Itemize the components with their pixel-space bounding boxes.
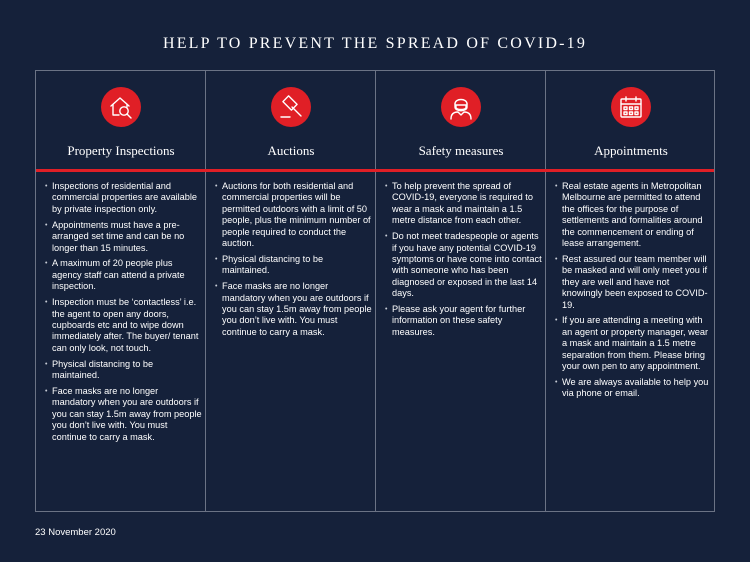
bullet-list xyxy=(385,181,542,343)
column-safety-measures xyxy=(376,71,546,511)
list-item: • We are always available to help you via phone or email. xyxy=(555,377,712,400)
gavel-icon xyxy=(271,87,311,127)
page-title: HELP TO PREVENT THE SPREAD OF COVID-19 xyxy=(162,34,588,52)
bullet-list xyxy=(555,181,712,404)
column-title: Auctions xyxy=(267,143,315,158)
date-label: 23 November 2020 xyxy=(35,527,116,538)
column-title: Safety measures xyxy=(418,143,504,158)
list-item: • Real estate agents in Metropolitan Melbourne are permitted to attend the offices for the purpose of settlements and formalities around the commencement or ending of lease arrangement. xyxy=(555,181,712,249)
info-grid xyxy=(35,70,715,512)
list-item: • Auctions for both residential and commercial properties will be permitted outdoors with a limit of 50 people, plus the minimum number of people required to conduct the auction. xyxy=(215,181,372,249)
list-item: • Please ask your agent for further information on these safety measures. xyxy=(385,304,542,338)
bullet-list xyxy=(215,181,372,343)
list-item: • To help prevent the spread of COVID-19, everyone is required to wear a mask and maintain a 1.5 metre distance from each other. xyxy=(385,181,542,227)
person-mask-icon xyxy=(441,87,481,127)
list-item: • Appointments must have a pre-arranged set time and can be no longer than 15 minutes. xyxy=(45,220,202,254)
calendar-icon xyxy=(611,87,651,127)
list-item: • Inspections of residential and commercial properties are available by private inspection only. xyxy=(45,181,202,215)
column-title: Appointments xyxy=(594,143,668,158)
house-search-icon xyxy=(101,87,141,127)
bullet-list xyxy=(45,181,202,448)
list-item: • A maximum of 20 people plus agency staff can attend a private inspection. xyxy=(45,258,202,292)
list-item: • Face masks are no longer mandatory when you are outdoors if you can stay 1.5m away from people you don’t live with. You must continue to carry a mask. xyxy=(215,281,372,338)
list-item: • Rest assured our team member will be masked and will only meet you if they are well and have not knowingly been exposed to COVID-19. xyxy=(555,254,712,311)
column-appointments xyxy=(546,71,716,511)
column-property-inspections xyxy=(36,71,206,511)
list-item: • Physical distancing to be maintained. xyxy=(45,359,202,382)
list-item: • Face masks are no longer mandatory when you are outdoors if you can stay 1.5m away from people you don’t live with. You must continue to carry a mask. xyxy=(45,386,202,443)
list-item: • If you are attending a meeting with an agent or property manager, wear a mask and maintain a 1.5 metre separation from them. Please bring your own pen to any appointment. xyxy=(555,315,712,372)
column-auctions xyxy=(206,71,376,511)
list-item: • Physical distancing to be maintained. xyxy=(215,254,372,277)
list-item: • Inspection must be ‘contactless’ i.e. the agent to open any doors, cupboards etc and to wipe down immediately after. The buyer/ tenant can only look, not touch. xyxy=(45,297,202,354)
list-item: • Do not meet tradespeople or agents if you have any potential COVID-19 symptoms or have come into contact with someone who has been diagnosed or exposed in the last 14 days. xyxy=(385,231,542,299)
column-title: Property Inspections xyxy=(67,143,175,158)
